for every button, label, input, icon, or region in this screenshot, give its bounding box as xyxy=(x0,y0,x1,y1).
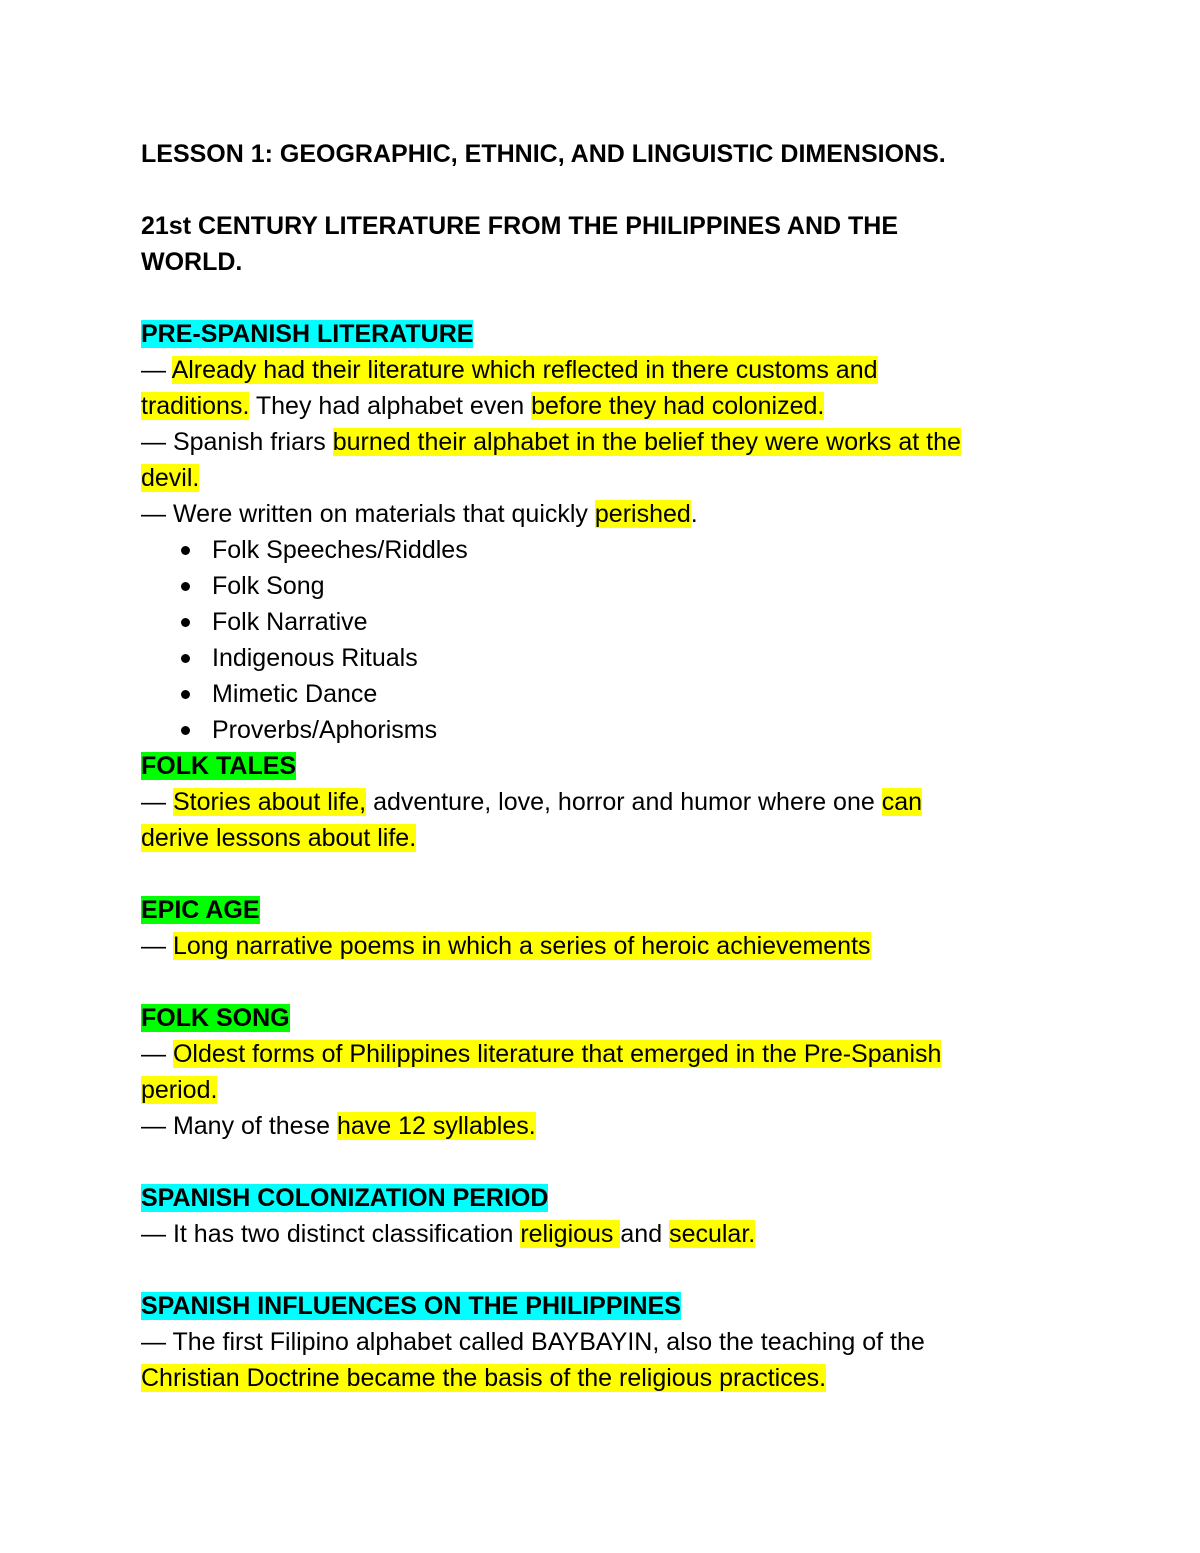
highlight-text: derive lessons about life. xyxy=(141,824,417,852)
highlight-text: Stories about life, xyxy=(172,788,367,816)
highlight-text: secular. xyxy=(669,1220,756,1248)
plain-text: Many of these xyxy=(172,1112,337,1140)
bullet-icon xyxy=(181,654,190,663)
spanish-colonization-heading-line xyxy=(141,1180,1101,1216)
plain-text: Were written on materials that quickly xyxy=(172,500,595,528)
plain-text: Spanish friars xyxy=(172,428,333,456)
highlight-text: burned their alphabet in the belief they were works at the xyxy=(332,428,961,456)
pre-spanish-paragraph-3 xyxy=(141,496,1101,532)
pre-spanish-paragraph-2-line-2 xyxy=(141,460,1101,496)
dash: — xyxy=(141,1220,173,1248)
list-item xyxy=(141,568,1101,604)
spacer xyxy=(141,964,1101,1000)
course-title-line-2: WORLD. xyxy=(141,248,243,276)
folk-tales-line-2 xyxy=(141,820,1101,856)
list-item-label: Folk Song xyxy=(212,572,325,600)
dash: — xyxy=(141,1328,173,1356)
folk-tales-line-1 xyxy=(141,784,1101,820)
list-item xyxy=(141,640,1101,676)
plain-text: The first Filipino alphabet called BAYBAYIN, also the teaching of the xyxy=(172,1328,925,1356)
bullet-icon xyxy=(181,690,190,699)
folk-song-heading-line xyxy=(141,1000,1101,1036)
spanish-influences-line-2 xyxy=(141,1360,1101,1396)
plain-text: . xyxy=(690,500,698,528)
epic-age-heading-line xyxy=(141,892,1101,928)
spanish-influences-line-1 xyxy=(141,1324,1101,1360)
list-item-label: Proverbs/Aphorisms xyxy=(212,716,438,744)
dash: — xyxy=(141,428,173,456)
spanish-colonization-heading: SPANISH COLONIZATION PERIOD xyxy=(141,1184,549,1212)
list-item-label: Folk Narrative xyxy=(212,608,368,636)
highlight-text: Already had their literature which reflected in there customs and xyxy=(171,356,878,384)
list-item-label: Mimetic Dance xyxy=(212,680,378,708)
bullet-icon xyxy=(181,546,190,555)
highlight-text: before they had colonized. xyxy=(531,392,825,420)
spacer xyxy=(141,280,1101,316)
list-item-label: Folk Speeches/Riddles xyxy=(212,536,468,564)
bullet-icon xyxy=(181,618,190,627)
plain-text: and xyxy=(620,1220,670,1248)
dash: — xyxy=(141,356,172,384)
spanish-colonization-line-1 xyxy=(141,1216,1101,1252)
dash: — xyxy=(141,932,173,960)
spacer xyxy=(141,1252,1101,1288)
dash: — xyxy=(141,500,173,528)
dash: — xyxy=(141,1040,173,1068)
highlight-text: period. xyxy=(141,1076,218,1104)
highlight-text: Long narrative poems in which a series of heroic achievements xyxy=(172,932,871,960)
pre-spanish-paragraph-1-line-2 xyxy=(141,388,1101,424)
highlight-text: can xyxy=(881,788,923,816)
pre-spanish-heading-line xyxy=(141,316,1101,352)
folk-tales-heading: FOLK TALES xyxy=(141,752,297,780)
dash: — xyxy=(141,1112,173,1140)
highlight-text: religious xyxy=(520,1220,621,1248)
list-item xyxy=(141,532,1101,568)
bullet-icon xyxy=(181,582,190,591)
spacer xyxy=(141,1144,1101,1180)
epic-age-line-1 xyxy=(141,928,1101,964)
folk-song-line-2 xyxy=(141,1072,1101,1108)
course-title-line-1: 21st CENTURY LITERATURE FROM THE PHILIPPINES AND THE xyxy=(141,212,899,240)
pre-spanish-paragraph-2-line-1 xyxy=(141,424,1101,460)
list-item xyxy=(141,712,1101,748)
highlight-text: Oldest forms of Philippines literature that emerged in the Pre-Spanish xyxy=(172,1040,942,1068)
lesson-title: LESSON 1: GEOGRAPHIC, ETHNIC, AND LINGUISTIC DIMENSIONS. xyxy=(141,140,946,168)
list-item xyxy=(141,604,1101,640)
plain-text: They had alphabet even xyxy=(249,392,532,420)
epic-age-heading: EPIC AGE xyxy=(141,896,260,924)
pre-spanish-paragraph-1-line-1 xyxy=(141,352,1101,388)
list-item-label: Indigenous Rituals xyxy=(212,644,418,672)
folk-song-line-3 xyxy=(141,1108,1101,1144)
plain-text: adventure, love, horror and humor where one xyxy=(366,788,882,816)
folk-song-line-1 xyxy=(141,1036,1101,1072)
highlight-text: perished xyxy=(594,500,691,528)
pre-spanish-heading: PRE-SPANISH LITERATURE xyxy=(141,320,474,348)
spacer xyxy=(141,172,1101,208)
list-item xyxy=(141,676,1101,712)
plain-text: It has two distinct classification xyxy=(172,1220,521,1248)
highlight-text: have 12 syllables. xyxy=(336,1112,536,1140)
folk-song-heading: FOLK SONG xyxy=(141,1004,290,1032)
highlight-text: Christian Doctrine became the basis of the religious practices. xyxy=(141,1364,827,1392)
highlight-text: devil. xyxy=(141,464,200,492)
spanish-influences-heading-line xyxy=(141,1288,1101,1324)
folk-tales-heading-line xyxy=(141,748,1101,784)
spanish-influences-heading: SPANISH INFLUENCES ON THE PHILIPPINES xyxy=(141,1292,681,1320)
dash: — xyxy=(141,788,173,816)
highlight-text: traditions. xyxy=(141,392,250,420)
spacer xyxy=(141,856,1101,892)
bullet-icon xyxy=(181,726,190,735)
document-content xyxy=(141,136,1101,1396)
pre-spanish-forms-list xyxy=(141,532,1101,748)
